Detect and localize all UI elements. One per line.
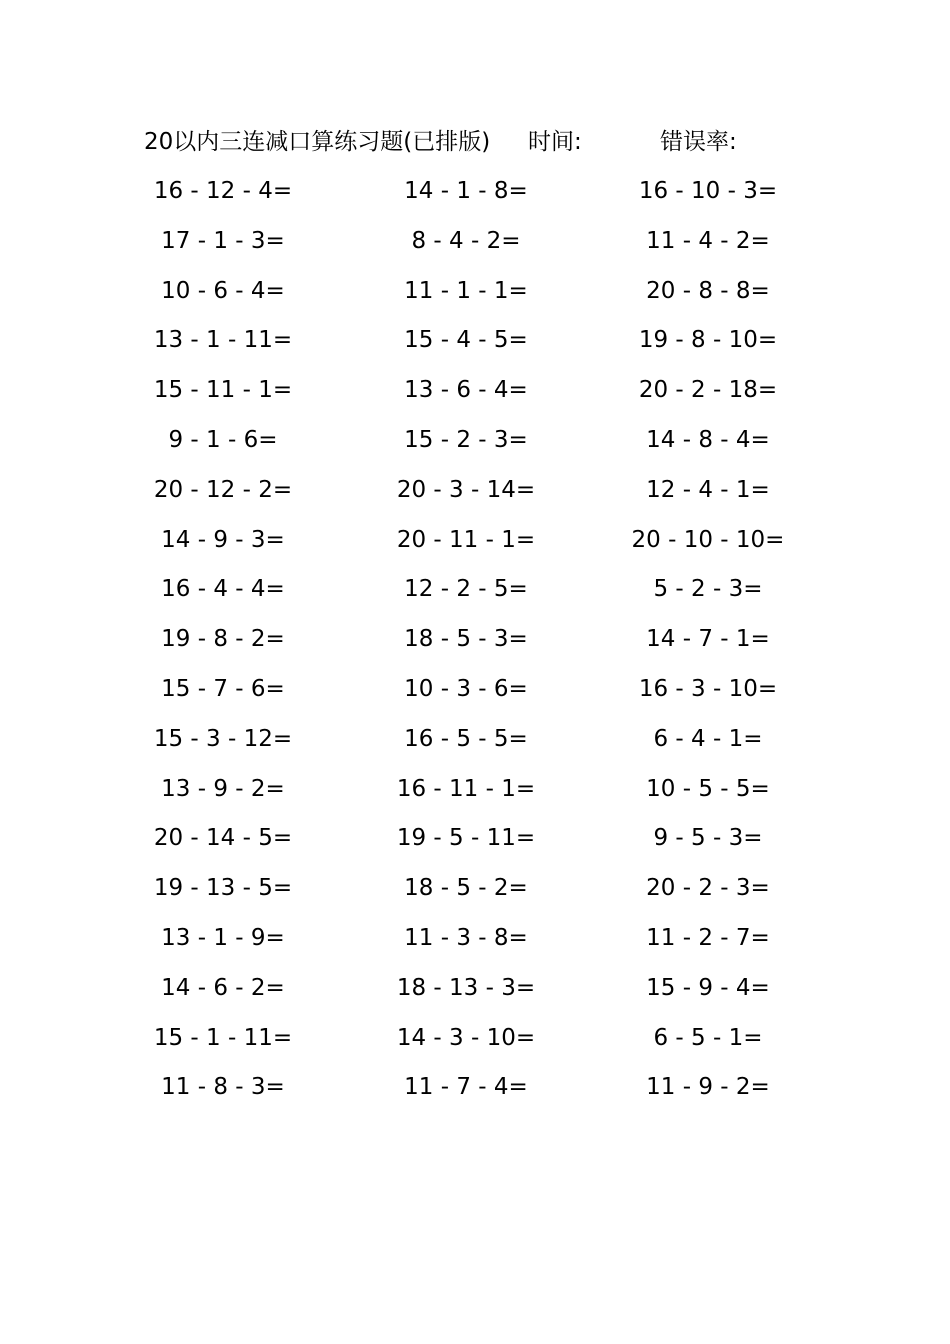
problem-row xyxy=(0,222,950,272)
problem-item: 16 - 10 - 3= xyxy=(638,178,778,204)
problem-item: 11 - 1 - 1= xyxy=(404,277,528,304)
problem-row xyxy=(0,371,950,421)
problem-row xyxy=(0,819,950,869)
problem-item: 18 - 13 - 3= xyxy=(396,974,536,1001)
problem-row xyxy=(0,272,950,322)
problem-item: 15 - 2 - 3= xyxy=(404,426,528,453)
problem-item: 19 - 5 - 11= xyxy=(396,825,536,852)
problem-item: 11 - 9 - 2= xyxy=(646,1074,770,1101)
problem-row xyxy=(0,919,950,969)
problem-item: 6 - 5 - 1= xyxy=(653,1024,763,1051)
problem-item: 8 - 4 - 2= xyxy=(411,227,521,254)
problem-item: 14 - 9 - 3= xyxy=(161,526,285,553)
problem-item: 15 - 4 - 5= xyxy=(404,327,528,354)
problem-item: 15 - 7 - 6= xyxy=(161,675,285,702)
problem-item: 11 - 8 - 3= xyxy=(161,1074,285,1101)
problem-item: 10 - 5 - 5= xyxy=(646,775,770,802)
problem-item: 16 - 12 - 4= xyxy=(153,178,293,204)
problem-item: 15 - 11 - 1= xyxy=(153,377,293,404)
problem-item: 20 - 10 - 10= xyxy=(631,526,785,553)
problem-row xyxy=(0,421,950,471)
problem-item: 13 - 1 - 9= xyxy=(161,924,285,951)
problem-row xyxy=(0,1019,950,1069)
problem-row xyxy=(0,570,950,620)
problem-item: 14 - 6 - 2= xyxy=(161,974,285,1001)
problem-item: 16 - 11 - 1= xyxy=(396,775,536,802)
problem-item: 9 - 5 - 3= xyxy=(653,825,763,852)
problem-item: 20 - 8 - 8= xyxy=(646,277,770,304)
problem-row xyxy=(0,1068,950,1118)
problem-item: 10 - 3 - 6= xyxy=(404,675,528,702)
problem-item: 11 - 7 - 4= xyxy=(404,1074,528,1101)
problem-item: 11 - 4 - 2= xyxy=(646,227,770,254)
worksheet-title: 20以内三连减口算练习题(已排版) xyxy=(144,129,491,155)
problem-item: 15 - 3 - 12= xyxy=(153,725,293,752)
problem-row xyxy=(0,720,950,770)
problem-item: 13 - 1 - 11= xyxy=(153,327,293,354)
problem-row xyxy=(0,869,950,919)
problem-item: 20 - 14 - 5= xyxy=(153,825,293,852)
problem-item: 19 - 8 - 2= xyxy=(161,626,285,653)
problem-item: 14 - 7 - 1= xyxy=(646,626,770,653)
problem-item: 9 - 1 - 6= xyxy=(168,426,278,453)
problem-item: 16 - 3 - 10= xyxy=(638,675,778,702)
problem-item: 20 - 3 - 14= xyxy=(396,476,536,503)
problem-item: 15 - 9 - 4= xyxy=(646,974,770,1001)
problem-item: 20 - 12 - 2= xyxy=(153,476,293,503)
problem-item: 15 - 1 - 11= xyxy=(153,1024,293,1051)
worksheet-header xyxy=(0,124,950,160)
problem-item: 11 - 3 - 8= xyxy=(404,924,528,951)
problem-item: 12 - 2 - 5= xyxy=(404,576,528,603)
problem-item: 13 - 9 - 2= xyxy=(161,775,285,802)
problem-item: 19 - 13 - 5= xyxy=(153,875,293,902)
problem-row xyxy=(0,172,950,222)
problem-row xyxy=(0,620,950,670)
problem-item: 11 - 2 - 7= xyxy=(646,924,770,951)
problem-item: 20 - 2 - 18= xyxy=(638,377,778,404)
problem-item: 13 - 6 - 4= xyxy=(404,377,528,404)
problem-item: 18 - 5 - 3= xyxy=(404,626,528,653)
time-label: 时间: xyxy=(528,129,582,155)
problem-item: 10 - 6 - 4= xyxy=(161,277,285,304)
problem-row xyxy=(0,670,950,720)
problem-item: 16 - 4 - 4= xyxy=(161,576,285,603)
problem-item: 14 - 3 - 10= xyxy=(396,1024,536,1051)
problem-item: 14 - 8 - 4= xyxy=(646,426,770,453)
problem-row xyxy=(0,321,950,371)
problem-item: 6 - 4 - 1= xyxy=(653,725,763,752)
problem-item: 20 - 2 - 3= xyxy=(646,875,770,902)
problem-item: 14 - 1 - 8= xyxy=(404,178,528,204)
problem-row xyxy=(0,521,950,571)
problem-grid xyxy=(0,172,950,1118)
problem-row xyxy=(0,969,950,1019)
problem-item: 16 - 5 - 5= xyxy=(404,725,528,752)
problem-item: 5 - 2 - 3= xyxy=(653,576,763,603)
error-rate-label: 错误率: xyxy=(660,129,737,155)
problem-row xyxy=(0,770,950,820)
problem-item: 19 - 8 - 10= xyxy=(638,327,778,354)
problem-item: 12 - 4 - 1= xyxy=(646,476,770,503)
problem-item: 17 - 1 - 3= xyxy=(161,227,285,254)
problem-item: 20 - 11 - 1= xyxy=(396,526,536,553)
problem-item: 18 - 5 - 2= xyxy=(404,875,528,902)
problem-row xyxy=(0,471,950,521)
